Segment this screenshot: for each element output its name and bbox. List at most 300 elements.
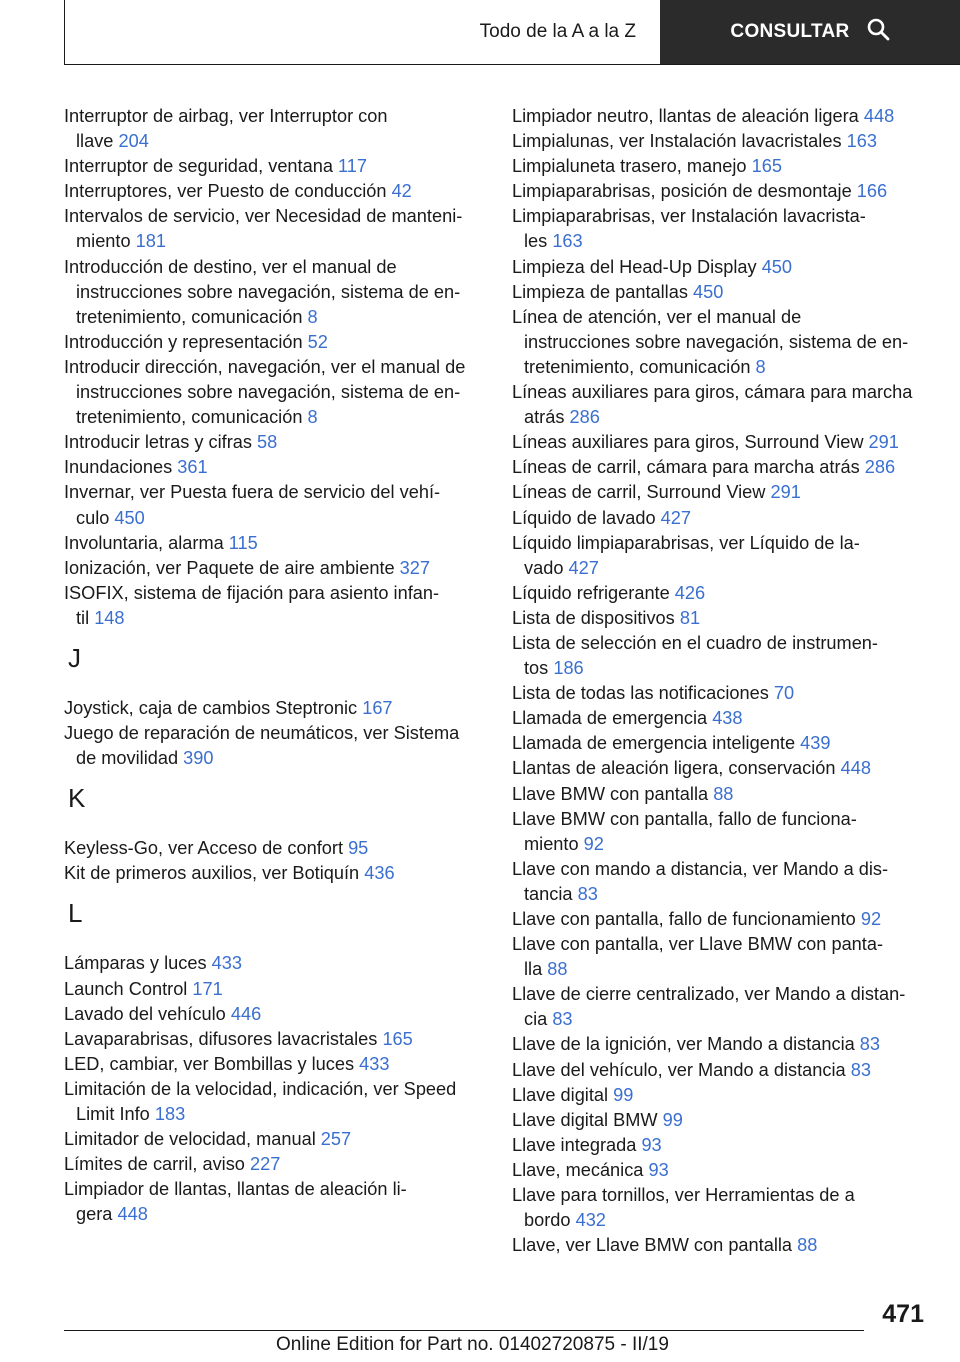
index-entry (64, 355, 484, 430)
page-reference-link[interactable]: 448 (117, 1204, 148, 1225)
index-entry-text: gera (76, 1204, 118, 1225)
index-entry (512, 305, 932, 380)
index-entry (512, 681, 932, 706)
index-entry-line (64, 1002, 484, 1027)
index-entry-text: Líneas de carril, Surround View (512, 482, 771, 503)
index-entry-text: Líquido refrigerante (512, 582, 675, 603)
footer-edition: Online Edition for Part no. 01402720875 - II/19 (276, 1334, 669, 1355)
index-entry-line (512, 1032, 932, 1057)
index-entry-line (512, 430, 932, 455)
index-entry-line (64, 1177, 484, 1202)
index-entry-text: Llave BMW con pantalla, fallo de funciona‐ (512, 808, 857, 829)
page-reference-link[interactable]: 148 (94, 607, 125, 628)
index-entry-line (64, 556, 484, 581)
index-entry-line (64, 305, 484, 330)
index-entry-text: Lista de todas las notificaciones (512, 683, 774, 704)
index-entry-line (64, 1152, 484, 1177)
index-entry-line (512, 982, 932, 1007)
index-entry-line (64, 380, 484, 405)
page-reference-link[interactable]: 92 (860, 909, 882, 929)
consult-button[interactable] (660, 0, 960, 64)
index-column-left (64, 104, 484, 1227)
index-entry (64, 104, 484, 154)
page-reference-link[interactable]: 88 (713, 783, 734, 804)
index-entry-text: Lavaparabrisas, difusores lavacristales (64, 1028, 383, 1049)
page-reference-link[interactable]: 58 (257, 432, 278, 453)
index-entry (512, 204, 932, 254)
index-entry-line (512, 1233, 932, 1258)
index-entry-line (512, 882, 932, 907)
page-reference-link[interactable]: 257 (320, 1129, 352, 1150)
index-entry (512, 455, 932, 480)
index-entry-text: Limpiador neutro, llantas de aleación ligera (512, 106, 864, 126)
index-entry-text: Limitador de velocidad, manual (64, 1129, 321, 1150)
page-reference-link[interactable]: 427 (568, 557, 599, 578)
page-reference-link[interactable]: 163 (846, 131, 877, 152)
index-entry-line (64, 977, 484, 1002)
page-reference-link[interactable]: 83 (859, 1034, 881, 1055)
index-entry (512, 706, 932, 731)
index-entry-text: Launch Control (64, 978, 193, 999)
index-entry-text: Llave con pantalla, ver Llave BMW con panta‐ (512, 934, 884, 955)
index-entry (512, 1032, 932, 1057)
index-entry-text: Líneas auxiliares para giros, cámara para marcha (512, 382, 913, 403)
page-reference-link[interactable]: 433 (359, 1053, 390, 1074)
index-entry-line (64, 229, 484, 254)
index-entry-line (64, 330, 484, 355)
page-reference-link[interactable]: 167 (362, 697, 393, 718)
page-reference-link[interactable]: 8 (307, 407, 318, 428)
index-entry-text: Límites de carril, aviso (64, 1154, 250, 1175)
index-entry (64, 430, 484, 455)
index-entry-line (512, 506, 932, 531)
index-entry (64, 1002, 484, 1027)
page-reference-link[interactable]: 88 (547, 959, 568, 980)
index-entry-text: Lavado del vehículo (64, 1003, 231, 1024)
page-reference-link[interactable]: 99 (662, 1109, 683, 1130)
index-entry-text: Llave integrada (512, 1134, 642, 1155)
index-entry-text: Llave de la ignición, ver Mando a distancia (512, 1034, 860, 1055)
index-entry-text: Involuntaria, alarma (64, 532, 229, 553)
index-entry-line (512, 932, 932, 957)
index-entry-line (64, 951, 484, 976)
index-entry-line (64, 455, 484, 480)
index-entry-line (64, 581, 484, 606)
index-entry (512, 480, 932, 505)
page-reference-link[interactable]: 83 (850, 1059, 871, 1080)
index-entry-text: Limpieza del Head-Up Display (512, 256, 762, 277)
index-entry-text: Lista de dispositivos (512, 607, 680, 628)
index-entry (64, 179, 484, 204)
tab-a-to-z-label: Todo de la A a la Z (479, 21, 636, 42)
index-entry-text: bordo (524, 1210, 576, 1231)
index-entry-text: vado (524, 557, 569, 578)
index-entry-line (512, 280, 932, 305)
index-entry (64, 581, 484, 631)
index-entry (64, 531, 484, 556)
index-entry (512, 1058, 932, 1083)
index-entry-text: Ionización, ver Paquete de aire ambiente (64, 557, 400, 578)
index-entry-line (512, 480, 932, 505)
page-reference-link[interactable]: 83 (552, 1009, 573, 1030)
index-entry-line (512, 857, 932, 882)
index-entry-text: tancia (524, 883, 578, 904)
page-reference-link[interactable]: 163 (552, 231, 583, 252)
section-letter: K (68, 783, 86, 814)
index-entry-line (512, 405, 932, 430)
page-reference-link[interactable]: 171 (192, 978, 223, 999)
index-entry-line (64, 531, 484, 556)
page-reference-link[interactable]: 92 (583, 833, 604, 854)
page-reference-link[interactable]: 93 (648, 1159, 669, 1180)
page-reference-link[interactable]: 42 (391, 181, 412, 202)
index-entry-text: culo (76, 507, 115, 528)
index-entry (512, 606, 932, 631)
index-entry-text: Llamada de emergencia (512, 708, 713, 729)
index-entry-line (64, 255, 484, 280)
index-entry (512, 280, 932, 305)
index-entry-text: Interruptor de seguridad, ventana (64, 156, 339, 177)
page-reference-link[interactable]: 390 (183, 748, 214, 769)
index-entry-line (64, 861, 484, 886)
index-column-right (512, 104, 932, 1258)
index-entry (512, 430, 932, 455)
index-entry-text: Llave, ver Llave BMW con pantalla (512, 1235, 798, 1256)
index-entry (512, 631, 932, 681)
index-entry (64, 154, 484, 179)
page-reference-link[interactable]: 83 (577, 883, 598, 904)
index-entry (512, 531, 932, 581)
index-entry-text: Introducción y representación (64, 331, 308, 352)
index-entry-line (512, 581, 932, 606)
index-entry-line (512, 305, 932, 330)
page-reference-link[interactable]: 115 (228, 532, 258, 553)
page-reference-link[interactable]: 52 (307, 331, 328, 352)
page-reference-link[interactable]: 448 (863, 106, 895, 126)
index-entry-line (64, 696, 484, 721)
index-entry-text: Llamada de emergencia inteligente (512, 733, 801, 754)
index-entry (512, 179, 932, 204)
page-reference-link[interactable]: 450 (761, 256, 793, 277)
page-reference-link[interactable]: 448 (840, 758, 871, 779)
page-reference-link[interactable]: 426 (674, 582, 706, 603)
index-entry-text: Línea de atención, ver el manual de (512, 306, 802, 327)
page-reference-link[interactable]: 165 (751, 156, 782, 177)
index-entry-text: les (524, 231, 553, 252)
index-entry-text: Invernar, ver Puesta fuera de servicio del vehí‐ (64, 482, 441, 503)
index-entry-text: Introducir letras y cifras (64, 432, 258, 453)
index-entry-text: Líquido limpiaparabrisas, ver Líquido de la‐ (512, 532, 860, 553)
index-entry-text: Llave digital BMW (512, 1109, 663, 1130)
page-reference-link[interactable]: 186 (553, 658, 584, 679)
index-entry (64, 696, 484, 721)
index-entry-text: Limpiador de llantas, llantas de aleación li‐ (64, 1179, 407, 1200)
index-entry-text: Limit Info (76, 1104, 155, 1124)
index-entry-line (512, 380, 932, 405)
index-entry-text: Kit de primeros auxilios, ver Botiquín (64, 863, 365, 884)
index-entry (512, 129, 932, 154)
consult-label: CONSULTAR (730, 21, 850, 42)
index-entry-text: instrucciones sobre navegación, sistema de en‐ (76, 382, 461, 403)
page-reference-link[interactable]: 93 (641, 1134, 662, 1155)
index-entry-text: Limpialunas, ver Instalación lavacristales (512, 131, 847, 152)
page-reference-link[interactable]: 8 (307, 306, 318, 327)
index-entry-line (64, 104, 484, 129)
page-reference-link[interactable]: 117 (338, 156, 368, 177)
index-entry-line (512, 1058, 932, 1083)
index-entry-text: cia (524, 1009, 553, 1030)
index-entry-text: Llave del vehículo, ver Mando a distancia (512, 1059, 851, 1080)
index-entry (512, 807, 932, 857)
index-entry (64, 556, 484, 581)
index-entry-line (64, 430, 484, 455)
page-reference-link[interactable]: 438 (712, 708, 743, 729)
index-entry-text: instrucciones sobre navegación, sistema de en‐ (76, 281, 461, 302)
index-entry-line (512, 455, 932, 480)
index-entry-line (512, 1208, 932, 1233)
index-entry-text: Joystick, caja de cambios Steptronic (64, 697, 363, 718)
index-entry-line (512, 1083, 932, 1108)
search-icon (866, 17, 890, 47)
index-entry-text: Llave con mando a distancia, ver Mando a dis‐ (512, 858, 889, 879)
page-reference-link[interactable]: 88 (797, 1235, 818, 1256)
index-entry-text: Llantas de aleación ligera, conservación (512, 758, 841, 779)
index-entry-line (512, 731, 932, 756)
index-entry-line (512, 1158, 932, 1183)
page-number: 471 (882, 1300, 924, 1328)
page-reference-link[interactable]: 8 (755, 356, 766, 377)
index-entry-line (64, 746, 484, 771)
index-entry-text: Limpiaparabrisas, ver Instalación lavacrista‐ (512, 206, 866, 227)
index-entry-text: Intervalos de servicio, ver Necesidad de manteni‐ (64, 206, 463, 227)
index-entry (64, 455, 484, 480)
index-entry (64, 977, 484, 1002)
index-entry-line (512, 154, 932, 179)
page-reference-link[interactable]: 81 (679, 607, 701, 628)
index-entry-line (512, 179, 932, 204)
index-entry-line (512, 1183, 932, 1208)
index-entry-line (512, 104, 932, 129)
index-entry-line (64, 179, 484, 204)
index-entry-text: Llave con pantalla, fallo de funcionamiento (512, 909, 861, 929)
index-entry-line (512, 204, 932, 229)
index-entry-line (64, 405, 484, 430)
index-entry (512, 857, 932, 907)
index-entry-line (512, 656, 932, 681)
index-entry-line (512, 1108, 932, 1133)
index-entry (64, 255, 484, 330)
page-reference-link[interactable]: 450 (692, 281, 724, 302)
index-entry (512, 1233, 932, 1258)
index-entry-text: Líneas auxiliares para giros, Surround View (512, 432, 869, 453)
index-entry-text: Introducción de destino, ver el manual de (64, 256, 397, 277)
index-entry-line (64, 280, 484, 305)
index-entry-line (64, 154, 484, 179)
index-entry-text: Llave de cierre centralizado, ver Mando a distan‐ (512, 984, 906, 1005)
index-entry-line (512, 556, 932, 581)
index-entry-line (512, 832, 932, 857)
index-entry-text: Llave digital (512, 1084, 614, 1105)
index-entry (512, 581, 932, 606)
page-reference-link[interactable]: 446 (230, 1003, 262, 1024)
index-entry (64, 1027, 484, 1052)
page-reference-link[interactable]: 433 (211, 953, 242, 974)
section-letter: L (68, 898, 83, 929)
index-entry-text: miento (76, 231, 136, 252)
index-entry (512, 154, 932, 179)
index-entry-text: Inundaciones (64, 457, 178, 478)
index-entry-line (512, 706, 932, 731)
index-entry-text: lla (524, 959, 548, 980)
index-entry-text: tretenimiento, comunicación (76, 306, 308, 327)
index-entry (512, 907, 932, 932)
index-entry-text: Limpieza de pantallas (512, 281, 693, 302)
index-entry (512, 1158, 932, 1183)
page-reference-link[interactable]: 99 (613, 1084, 634, 1105)
index-entry-line (64, 1077, 484, 1102)
index-entry-line (512, 129, 932, 154)
index-entry-text: Juego de reparación de neumáticos, ver Sistema (64, 723, 460, 744)
index-entry-line (64, 506, 484, 531)
page-reference-link[interactable]: 183 (154, 1104, 186, 1124)
index-entry-text: miento (524, 833, 584, 854)
index-entry-line (64, 129, 484, 154)
index-entry-line (64, 721, 484, 746)
index-entry-text: atrás (524, 407, 570, 428)
header-rule (64, 64, 960, 65)
index-entry (512, 932, 932, 982)
index-entry (512, 1183, 932, 1233)
index-entry (512, 982, 932, 1032)
page-reference-link[interactable]: 286 (569, 407, 600, 428)
index-entry-text: Interruptor de airbag, ver Interruptor con (64, 106, 388, 126)
index-entry (64, 1052, 484, 1077)
page-reference-link[interactable]: 291 (770, 482, 801, 503)
page-reference-link[interactable]: 439 (800, 733, 831, 754)
page-reference-link[interactable]: 291 (868, 432, 899, 453)
index-entry (64, 836, 484, 861)
index-entry (512, 1133, 932, 1158)
section-letter: J (68, 642, 81, 673)
page-reference-link[interactable]: 427 (660, 507, 692, 528)
index-entry-line (64, 1027, 484, 1052)
index-entry-line (64, 1052, 484, 1077)
index-entry-line (512, 807, 932, 832)
index-entry (64, 1152, 484, 1177)
index-entry (64, 330, 484, 355)
index-entry-text: Limitación de la velocidad, indicación, ver Speed (64, 1078, 457, 1099)
page-reference-link[interactable]: 181 (135, 231, 167, 252)
index-entry-text: Limpialuneta trasero, manejo (512, 156, 752, 177)
footer-rule (64, 1330, 864, 1331)
page-reference-link[interactable]: 432 (575, 1210, 606, 1231)
index-entry-line (64, 836, 484, 861)
index-entry-line (512, 907, 932, 932)
index-entry (512, 506, 932, 531)
index-entry-text: Lista de selección en el cuadro de instrumen‐ (512, 632, 878, 653)
index-entry-text: Líneas de carril, cámara para marcha atrás (512, 457, 865, 478)
page-reference-link[interactable]: 95 (348, 838, 369, 859)
page-reference-link[interactable]: 450 (114, 507, 145, 528)
page-reference-link[interactable]: 327 (399, 557, 431, 578)
index-entry-text: Lámparas y luces (64, 953, 212, 974)
index-entry-line (64, 204, 484, 229)
index-entry-text: Keyless-Go, ver Acceso de confort (64, 838, 349, 859)
page-reference-link[interactable]: 204 (118, 131, 149, 152)
index-entry (512, 1108, 932, 1133)
index-entry-line (512, 957, 932, 982)
index-entry (512, 380, 932, 430)
index-entry (64, 721, 484, 771)
index-entry-line (64, 606, 484, 631)
index-entry (64, 861, 484, 886)
index-entry-text: tretenimiento, comunicación (524, 356, 756, 377)
page-reference-link[interactable]: 166 (856, 181, 888, 202)
page-reference-link[interactable]: 436 (364, 863, 395, 884)
index-entry-line (64, 1202, 484, 1227)
index-entry (64, 480, 484, 530)
page-reference-link[interactable]: 70 (773, 683, 795, 704)
index-entry-line (512, 782, 932, 807)
index-entry-line (512, 531, 932, 556)
index-entry-line (512, 255, 932, 280)
index-entry (64, 1177, 484, 1227)
index-entry-line (512, 681, 932, 706)
index-entry-line (512, 1133, 932, 1158)
index-entry-text: Introducir dirección, navegación, ver el manual de (64, 356, 466, 377)
page-reference-link[interactable]: 165 (382, 1028, 413, 1049)
index-entry-text: instrucciones sobre navegación, sistema de en‐ (524, 331, 909, 352)
header-left-rule (64, 0, 65, 64)
index-entry-text: Interruptores, ver Puesto de conducción (64, 181, 392, 202)
index-entry-line (512, 355, 932, 380)
index-entry (512, 255, 932, 280)
index-entry-line (64, 355, 484, 380)
index-entry (512, 731, 932, 756)
index-entry-line (512, 1007, 932, 1032)
index-entry-line (64, 480, 484, 505)
index-entry-line (512, 631, 932, 656)
index-entry-line (512, 606, 932, 631)
index-entry-text: Llave, mecánica (512, 1159, 649, 1180)
index-entry (64, 1077, 484, 1127)
index-entry-text: tos (524, 658, 554, 679)
index-entry-text: ISOFIX, sistema de fijación para asiento infan‐ (64, 582, 440, 603)
index-entry (512, 782, 932, 807)
index-entry-line (512, 229, 932, 254)
index-entry-text: Limpiaparabrisas, posición de desmontaje (512, 181, 857, 202)
index-entry-line (64, 1127, 484, 1152)
index-entry (64, 1127, 484, 1152)
index-entry-text: tretenimiento, comunicación (76, 407, 308, 428)
index-entry (64, 951, 484, 976)
index-entry-text: Llave para tornillos, ver Herramientas de a (512, 1185, 855, 1206)
index-entry (512, 104, 932, 129)
index-entry-text: Llave BMW con pantalla (512, 783, 714, 804)
index-entry-text: llave (76, 131, 119, 152)
index-entry-text: de movilidad (76, 748, 184, 769)
index-entry-text: LED, cambiar, ver Bombillas y luces (64, 1053, 360, 1074)
index-entry (64, 204, 484, 254)
page-reference-link[interactable]: 286 (864, 457, 896, 478)
index-entry-line (64, 1102, 484, 1127)
page-reference-link[interactable]: 361 (177, 457, 208, 478)
index-entry-line (512, 756, 932, 781)
page-reference-link[interactable]: 227 (249, 1154, 281, 1175)
index-entry (512, 756, 932, 781)
index-entry-line (512, 330, 932, 355)
tab-a-to-z[interactable] (470, 0, 648, 64)
